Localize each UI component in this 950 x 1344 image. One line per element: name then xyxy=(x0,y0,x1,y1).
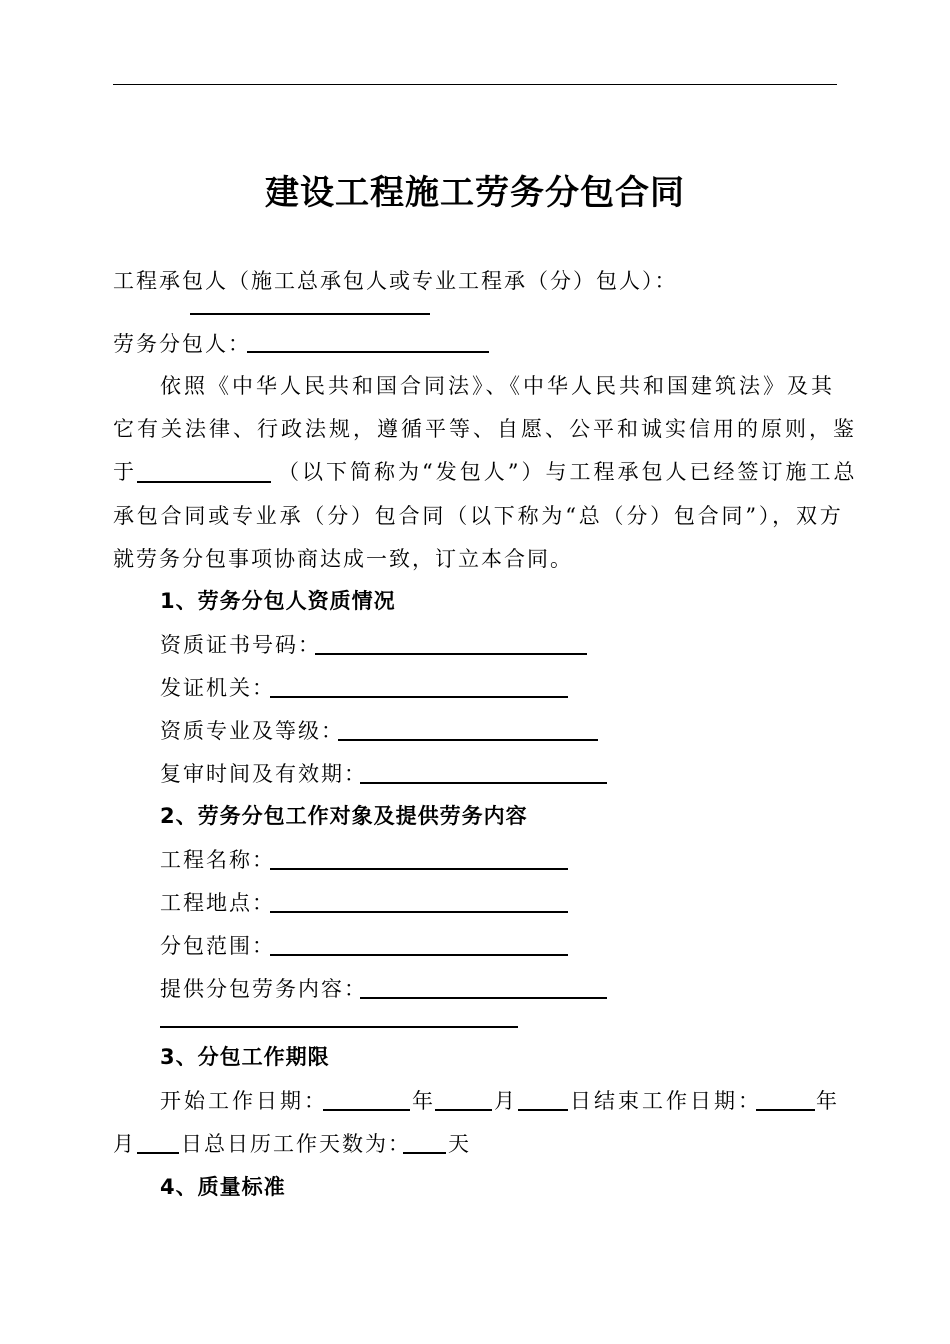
subcontractor-blank[interactable] xyxy=(247,351,489,353)
employer-blank[interactable] xyxy=(137,481,271,483)
content-blank-2[interactable] xyxy=(160,1026,518,1028)
document-title: 建设工程施工劳务分包合同 xyxy=(265,173,685,213)
contractor-blank[interactable] xyxy=(190,313,430,315)
review-label: 复审时间及有效期： xyxy=(160,762,367,786)
header-rule xyxy=(113,84,837,85)
subcontractor-label: 劳务分包人： xyxy=(113,332,251,356)
grade-blank[interactable] xyxy=(338,739,598,741)
section-2-heading: 2、劳务分包工作对象及提供劳务内容 xyxy=(160,804,528,828)
scope-blank[interactable] xyxy=(270,954,568,956)
end-year-unit: 年 xyxy=(816,1089,839,1113)
content-blank-1[interactable] xyxy=(360,997,607,999)
preamble-line-1: 依照《中华人民共和国合同法》、《中华人民共和国建筑法》及其 xyxy=(160,374,835,398)
start-day-blank[interactable] xyxy=(518,1109,568,1111)
project-name-blank[interactable] xyxy=(270,868,568,870)
end-month-unit: 月 xyxy=(113,1132,136,1156)
section-4-heading: 4、质量标准 xyxy=(160,1175,286,1199)
project-name-label: 工程名称： xyxy=(160,848,275,872)
project-site-blank[interactable] xyxy=(270,911,568,913)
preamble-line-5: 就劳务分包事项协商达成一致，订立本合同。 xyxy=(113,547,573,571)
grade-label: 资质专业及等级： xyxy=(160,719,344,743)
contractor-label: 工程承包人（施工总承包人或专业工程承（分）包人）： xyxy=(113,269,678,293)
section-1-heading: 1、劳务分包人资质情况 xyxy=(160,589,396,613)
end-month-blank[interactable] xyxy=(137,1152,179,1154)
content-label: 提供分包劳务内容： xyxy=(160,977,367,1001)
days-unit: 天 xyxy=(448,1132,471,1156)
cert-no-label: 资质证书号码： xyxy=(160,633,321,657)
preamble-line-4: 承包合同或专业承（分）包合同（以下称为“总（分）包合同”），双方 xyxy=(113,504,844,528)
preamble-line-3a: 于 xyxy=(113,460,136,484)
total-days-label: 日总日历工作天数为： xyxy=(181,1132,411,1156)
end-year-blank[interactable] xyxy=(756,1109,815,1111)
issuer-blank[interactable] xyxy=(270,696,568,698)
start-date-label: 开始工作日期： xyxy=(160,1089,328,1113)
review-blank[interactable] xyxy=(360,782,607,784)
end-date-label: 日结束工作日期： xyxy=(570,1089,762,1113)
scope-label: 分包范围： xyxy=(160,934,275,958)
project-site-label: 工程地点： xyxy=(160,891,275,915)
start-month-unit: 月 xyxy=(494,1089,517,1113)
start-year-unit: 年 xyxy=(412,1089,435,1113)
section-3-heading: 3、分包工作期限 xyxy=(160,1045,330,1069)
preamble-line-2: 它有关法律、行政法规，遵循平等、自愿、公平和诚实信用的原则，鉴 xyxy=(113,417,857,441)
preamble-line-3b: （以下简称为“发包人”）与工程承包人已经签订施工总 xyxy=(278,460,858,484)
total-days-blank[interactable] xyxy=(403,1152,446,1154)
cert-no-blank[interactable] xyxy=(315,653,587,655)
start-month-blank[interactable] xyxy=(435,1109,492,1111)
issuer-label: 发证机关： xyxy=(160,676,275,700)
start-year-blank[interactable] xyxy=(323,1109,410,1111)
